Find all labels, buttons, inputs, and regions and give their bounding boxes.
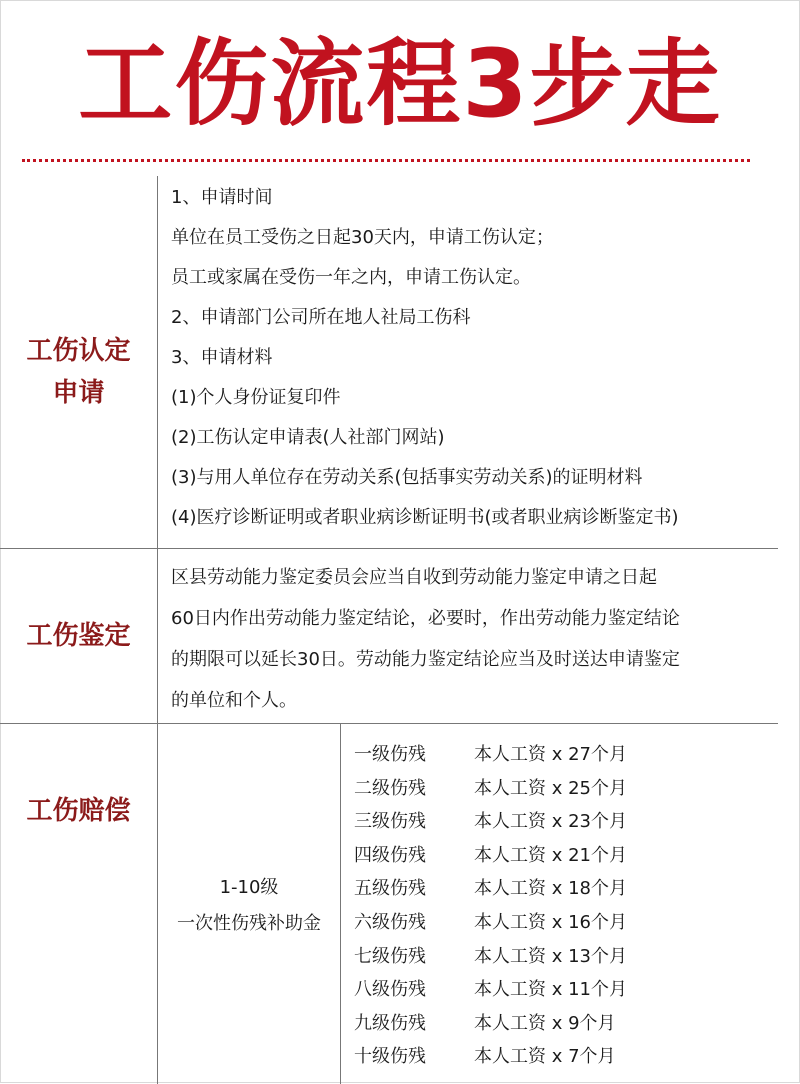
grade-row (354, 1007, 627, 1041)
text-line: 的单位和个人。 (171, 690, 297, 711)
grade-amount: 本人工资 x 21个月 (474, 844, 627, 866)
text-line: 员工或家属在受伤一年之内，申请工伤认定。 (171, 267, 531, 288)
grade-level: 四级伤残 (354, 844, 426, 866)
grade-amount: 本人工资 x 18个月 (474, 878, 627, 900)
grade-amount: 本人工资 x 25个月 (474, 777, 627, 799)
grade-level: 七级伤残 (354, 945, 426, 967)
appraisal-content (171, 557, 778, 721)
text-line: 3、申请材料 (171, 347, 273, 368)
grade-amount: 本人工资 x 11个月 (474, 979, 627, 1001)
grade-amount: 本人工资 x 16个月 (474, 911, 627, 933)
row-label-compensation: 工伤赔偿 (26, 796, 131, 826)
text-line: 区县劳动能力鉴定委员会应当自收到劳动能力鉴定申请之日起 (171, 567, 657, 588)
text-line: 单位在员工受伤之日起30天内，申请工伤认定； (171, 227, 554, 248)
grade-level: 一级伤残 (354, 744, 426, 765)
grade-row (354, 738, 627, 772)
grade-amount: 本人工资 x 23个月 (474, 811, 627, 833)
grade-amount: 本人工资 x 9个月 (474, 1012, 616, 1034)
row-label-line: 工伤认定 (26, 336, 131, 366)
grade-row (354, 772, 627, 806)
grade-level: 八级伤残 (354, 979, 426, 1001)
text-line: 2、申请部门公司所在地人社局工伤科 (171, 307, 471, 328)
text-line: (4)医疗诊断证明或者职业病诊断证明书(或者职业病诊断鉴定书) (171, 507, 679, 528)
text-line: 的期限可以延长30日。劳动能力鉴定结论应当及时送达申请鉴定 (171, 649, 680, 670)
subsidy-name: 一次性伤残补助金 (177, 913, 321, 934)
grade-row (354, 839, 627, 873)
row-compensation (0, 724, 778, 1084)
process-table (0, 176, 778, 1084)
grade-row (354, 906, 627, 940)
page-title: 工伤流程3步走 (78, 30, 722, 139)
text-line: 1、申请时间 (171, 187, 273, 208)
row-label-appraisal: 工伤鉴定 (26, 621, 131, 651)
grade-row (354, 940, 627, 974)
text-line: (2)工伤认定申请表(人社部门网站) (171, 427, 445, 448)
grade-row (354, 872, 627, 906)
grade-amount: 本人工资 x 27个月 (474, 744, 627, 765)
recognition-content (171, 178, 778, 538)
grade-row (354, 1040, 627, 1074)
row-label-recognition (0, 330, 157, 414)
grade-amount: 本人工资 x 7个月 (474, 1046, 616, 1068)
row-label-line: 申请 (52, 378, 105, 408)
grade-level: 五级伤残 (354, 878, 426, 900)
column-divider (157, 176, 158, 548)
grade-list (354, 738, 627, 1074)
grade-level: 三级伤残 (354, 811, 426, 833)
grade-amount: 本人工资 x 13个月 (474, 945, 627, 967)
grade-row (354, 805, 627, 839)
grade-level: 九级伤残 (354, 1012, 426, 1034)
grade-row (354, 973, 627, 1007)
grade-level: 六级伤残 (354, 911, 426, 933)
row-recognition (0, 176, 778, 549)
grade-level: 二级伤残 (354, 777, 426, 799)
column-divider (157, 549, 158, 723)
grade-range: 1-10级 (219, 877, 279, 898)
column-divider (340, 724, 341, 1084)
text-line: 60日内作出劳动能力鉴定结论，必要时，作出劳动能力鉴定结论 (171, 608, 680, 629)
grade-level: 十级伤残 (354, 1046, 426, 1068)
row-appraisal (0, 549, 778, 724)
compensation-summary (158, 870, 340, 942)
text-line: (1)个人身份证复印件 (171, 387, 341, 408)
dotted-divider (22, 159, 750, 162)
text-line: (3)与用人单位存在劳动关系(包括事实劳动关系)的证明材料 (171, 467, 643, 488)
